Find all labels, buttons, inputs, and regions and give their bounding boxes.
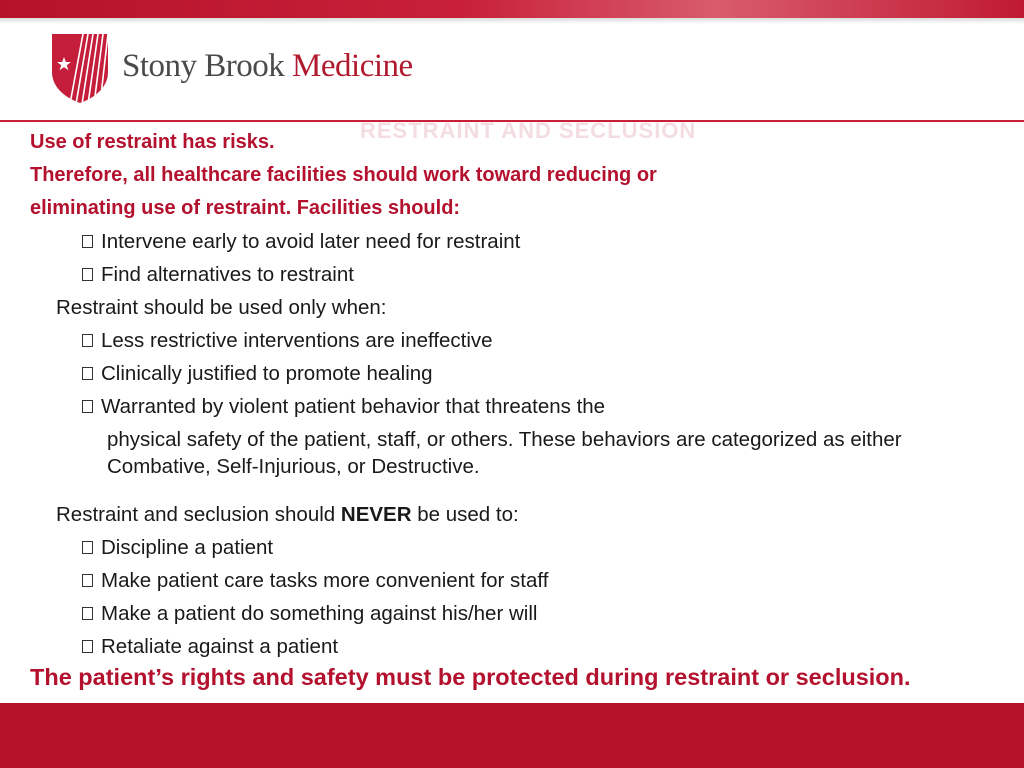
list-item (30, 357, 1000, 390)
bottom-decorative-band (0, 703, 1024, 768)
list-item-text: Make patient care tasks more convenient for staff (101, 569, 549, 592)
intro-line-3: eliminating use of restraint. Facilities should: (30, 197, 461, 219)
never-heading-start: Restraint and seclusion should (56, 503, 341, 526)
bullet-box-icon (82, 640, 93, 653)
list-item-text: Make a patient do something against his/her will (101, 602, 538, 625)
intro-line-1: Use of restraint has risks. (30, 131, 275, 153)
slide-body (30, 126, 1000, 663)
faded-slide-title: RESTRAINT AND SECLUSION (360, 118, 697, 143)
list-item (30, 597, 1000, 630)
list-item (30, 390, 1000, 423)
list-item (30, 324, 1000, 357)
top-band-shadow (0, 18, 1024, 24)
bullet-box-icon (82, 541, 93, 554)
list-item-text: Warranted by violent patient behavior that threatens the (101, 395, 606, 418)
bullet-box-icon (82, 607, 93, 620)
list-item-text: Discipline a patient (101, 536, 274, 559)
brand-name-stony-brook: Stony Brook (122, 48, 293, 84)
list-item (30, 630, 1000, 663)
intro-line-2: Therefore, all healthcare facilities should work toward reducing or (30, 164, 657, 186)
bullet-box-icon (82, 400, 93, 413)
list-item-text: Clinically justified to promote healing (101, 362, 433, 385)
bullet-box-icon (82, 268, 93, 281)
never-emphasis: NEVER (340, 503, 412, 526)
stony-brook-medicine-logo (50, 32, 450, 106)
list-item-continuation: physical safety of the patient, staff, or others. These behaviors are categorized as either Combative, Self-Injurious, or Destructive. (107, 428, 902, 478)
list-item-text: Intervene early to avoid later need for restraint (101, 230, 521, 253)
list-item-text: Find alternatives to restraint (101, 263, 354, 286)
brand-name-medicine: Medicine (292, 48, 413, 84)
closing-statement: The patient’s rights and safety must be protected during restraint or seclusion. (30, 664, 911, 690)
list-item-text: Retaliate against a patient (101, 635, 339, 658)
list-item (30, 564, 1000, 597)
bullet-box-icon (82, 334, 93, 347)
list-item (30, 258, 1000, 291)
list-item (30, 225, 1000, 258)
bullet-box-icon (82, 367, 93, 380)
brand-wordmark (122, 48, 413, 85)
bullet-box-icon (82, 235, 93, 248)
never-used-heading (30, 498, 1000, 531)
used-only-when-heading: Restraint should be used only when: (56, 296, 387, 319)
bullet-box-icon (82, 574, 93, 587)
top-decorative-band (0, 0, 1024, 18)
list-item-text: Less restrictive interventions are ineffective (101, 329, 493, 352)
list-item (30, 531, 1000, 564)
spacer (30, 480, 1000, 498)
never-heading-end: be used to: (411, 503, 519, 526)
shield-star-icon (50, 32, 110, 104)
